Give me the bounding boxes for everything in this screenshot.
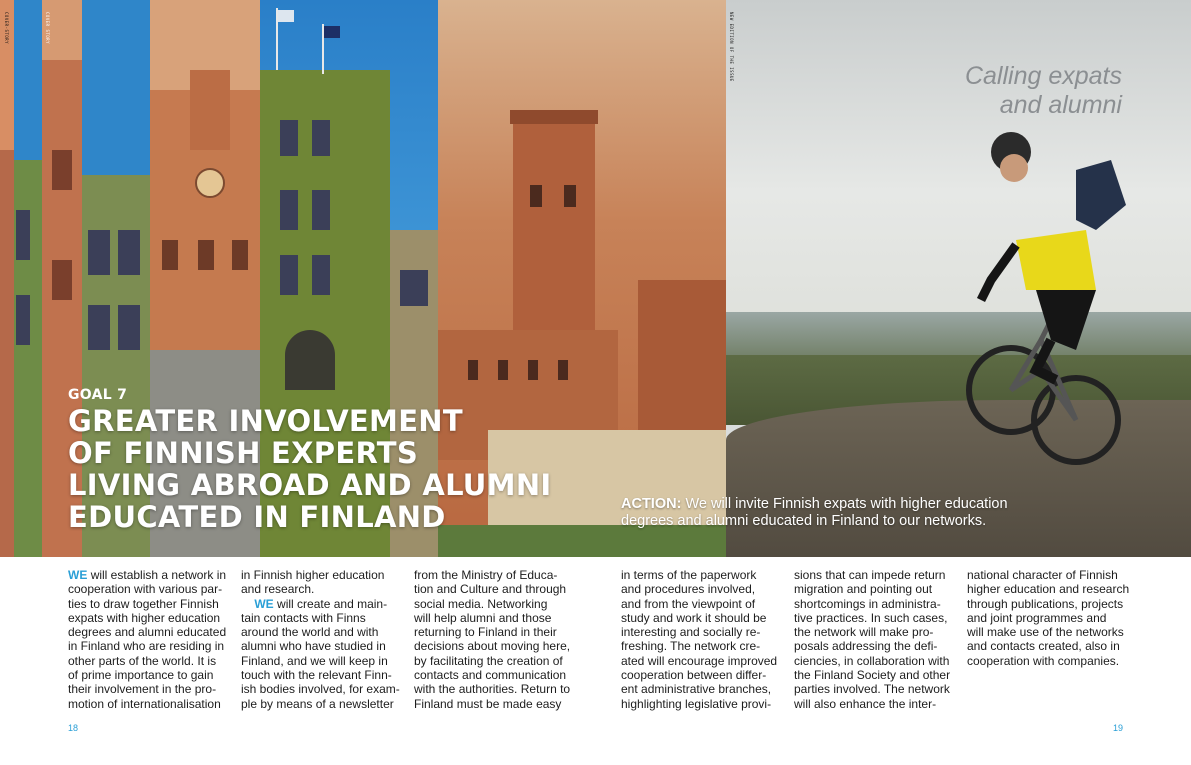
body-line: in Finnish higher education <box>241 568 385 582</box>
body-line: expats with higher education <box>68 610 221 625</box>
action-text: We will invite Finnish expats with higher education degrees and alumni educated in Finland to our networks. <box>621 496 1008 529</box>
calling-tagline <box>965 62 1122 120</box>
body-line: in terms of the paperwork <box>621 568 757 582</box>
cyclist-illustration <box>956 120 1136 490</box>
body-column-2 <box>241 568 400 711</box>
spine-label-right: NEW EDITION OF THE ISSUE <box>729 12 734 82</box>
body-line: from the Ministry of Educa- <box>414 568 558 582</box>
body-line: ish bodies involved, for exam- <box>241 682 400 697</box>
body-line: motion of internationalisation <box>68 696 221 711</box>
body-line: through publications, projects <box>967 596 1124 611</box>
body-column-4 <box>621 568 777 711</box>
headline-line-3: LIVING ABROAD AND ALUMNI <box>68 468 552 502</box>
calling-line-1: Calling expats <box>964 62 1122 90</box>
headline-line-4: EDUCATED IN FINLAND <box>68 500 446 534</box>
body-line: sions that can impede return <box>794 568 946 582</box>
page-number-left: 18 <box>68 723 79 733</box>
body-line: alumni who have studied in <box>241 639 386 654</box>
body-line: returning to Finland in their <box>414 625 557 640</box>
page-title <box>68 404 552 534</box>
body-line: parties involved. The network <box>794 682 950 697</box>
spine-label-left: COVER-STORY <box>4 12 9 44</box>
lead-word: WE <box>68 568 88 582</box>
body-line: posals addressing the defi- <box>794 639 938 654</box>
body-line: ent administrative branches, <box>621 682 772 697</box>
action-label: ACTION: <box>621 496 682 512</box>
photo-strip-3: COVER STORY <box>42 0 82 557</box>
body-line: and procedures involved, <box>621 582 756 597</box>
body-line: interesting and socially re- <box>621 625 761 640</box>
body-line: higher education and research <box>967 582 1130 597</box>
action-statement <box>621 496 1061 530</box>
body-line: will help alumni and those <box>414 610 552 625</box>
body-line: contacts and communication <box>414 668 567 683</box>
body-line: and joint programmes and <box>967 610 1107 625</box>
body-line: in Finland who are residing in <box>68 639 225 654</box>
body-line: WE will establish a network in <box>68 568 227 582</box>
body-line: with the authorities. Return to <box>414 682 571 697</box>
body-line: tive practices. In such cases, <box>794 610 948 625</box>
body-line: ated will encourage improved <box>621 653 778 668</box>
body-line: touch with the relevant Finn- <box>241 668 392 683</box>
body-line: highlighting legislative provi- <box>621 696 772 711</box>
body-line: cooperation between differ- <box>621 668 767 683</box>
photo-strip-1 <box>0 0 14 557</box>
body-line: cooperation with companies. <box>967 653 1120 668</box>
body-line: national character of Finnish <box>967 568 1118 582</box>
headline-line-1: GREATER INVOLVEMENT <box>68 404 463 438</box>
body-line: ties to draw together Finnish <box>68 596 219 611</box>
body-line: and research. <box>241 582 315 597</box>
body-column-1 <box>68 568 226 711</box>
body-line: migration and pointing out <box>794 582 933 597</box>
body-line: the Finland Society and other <box>794 668 951 683</box>
body-line: of prime importance to gain <box>68 668 214 683</box>
body-line: Finland, and we will keep in <box>241 653 388 668</box>
page-number-right: 19 <box>1113 723 1124 733</box>
body-line: and contacts created, also in <box>967 639 1120 654</box>
body-line: degrees and alumni educated <box>68 625 227 640</box>
headline-line-2: OF FINNISH EXPERTS <box>68 436 419 470</box>
lead-word: WE <box>254 596 274 611</box>
body-line: will make use of the networks <box>967 625 1124 640</box>
body-line: Finland must be made easy <box>414 696 562 711</box>
body-line: other parts of the world. It is <box>68 653 217 668</box>
body-column-3 <box>414 568 570 711</box>
body-line: tain contacts with Finns <box>241 610 366 625</box>
body-line: by facilitating the creation of <box>414 653 563 668</box>
body-line: shortcomings in administra- <box>794 596 941 611</box>
body-line: will also enhance the inter- <box>794 696 937 711</box>
body-line: social media. Networking <box>414 596 548 611</box>
body-line: and from the viewpoint of <box>621 596 756 611</box>
body-line: WE will create and main- <box>254 596 388 611</box>
body-line: freshing. The network cre- <box>621 639 761 654</box>
body-line: study and work it should be <box>621 610 767 625</box>
body-line: their involvement in the pro- <box>68 682 217 697</box>
body-line: around the world and with <box>241 625 379 640</box>
body-line: cooperation with various par- <box>68 582 223 597</box>
body-column-5 <box>794 568 950 711</box>
body-line: ple by means of a newsletter <box>241 696 394 711</box>
body-line: ciencies, in collaboration with <box>794 653 950 668</box>
body-line: tion and Culture and through <box>414 582 567 597</box>
photo-strip-2 <box>14 0 42 557</box>
body-column-6 <box>967 568 1129 668</box>
calling-line-2: and alumni <box>999 91 1122 119</box>
body-line: the network will make pro- <box>794 625 934 640</box>
body-line: decisions about moving here, <box>414 639 571 654</box>
goal-label: GOAL 7 <box>68 387 128 403</box>
